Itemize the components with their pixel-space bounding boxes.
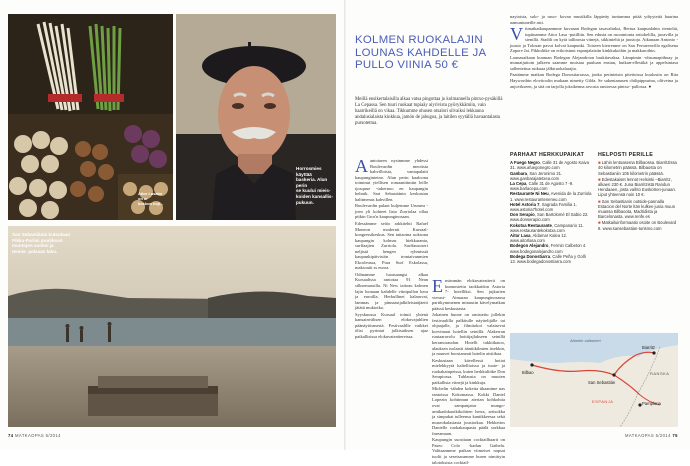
bullet-icon: ■ (598, 220, 602, 226)
c3-p5: Kaupungin suositaan cocktailbaarit on Paseo Colo -kadun Gatbela. Valitaanmme paikan viimeiset napsat tuolit ja sesetsaramme buren nimittyin talotoksista cocktail- (432, 437, 505, 465)
travel-item (598, 160, 678, 176)
restaurant-name: La Cepa (510, 181, 527, 187)
travel-box (598, 153, 678, 232)
restaurant-entry: Ganbara, San Jeronimo 21. www.ganbarajatetxea.com (510, 170, 563, 181)
bullet-icon: ■ (598, 198, 602, 204)
restaurant-entry: A Fuego Negro, Calle 31 de Agosto Kaiva 31. www.afuegonegro.com (510, 160, 589, 171)
biarritz-dot (652, 351, 655, 354)
beach-photo (8, 226, 336, 427)
restaurant-entry: Kokotxa Restaurante, Campanario 11. www.restaurantekokotxa.com (510, 222, 584, 233)
article-lede: Meillä ensikertalaisilla alkaa vatsa pingottaa jo kolmannella pintxo-pysäkillä La Cepassa. Sen tuuri ruokaat tupiaäy aiyrivistu pyörykkämiin, vain haarrikeillä on vikaa. Tikkumme ohusen otsalori silvaiksi lekkauna andalusialaista kinkkua, jamón de jabugoa, ja laitilen syytällä havaantalasta pursotettua. (355, 97, 503, 126)
column-3-text (432, 278, 505, 466)
market-photo-caption: Aitor Lasabe on ar koskon koji... (138, 191, 164, 206)
restaurant-details: Calle Peña y Goñi 13. www.bodegadonostiarra.com (510, 253, 587, 265)
restaurant-entry: Bodegon Alejandro, Fermin Calbeton 4. www.bodegonalejandro.com (510, 243, 587, 254)
c4-p1: naytoista, sulo- ja ruuo- kovan musiikilla läppieäy tuntumma pitää ydtyyteitä baarina aamuntuneille asti. (510, 14, 678, 25)
map-city-pamplona: Pamplona (642, 401, 661, 406)
market-photo (8, 14, 173, 220)
right-folio-text: MATKAOPAS 5/2014 (625, 433, 671, 438)
restaurants-title: PARHAAT HERKKUPAIKAT (510, 152, 585, 158)
restaurant-details: San Bartolomé El Sabio 22. www.donserapio.com (510, 212, 589, 223)
restaurants-list (510, 160, 592, 264)
bilbao-dot (530, 363, 533, 366)
left-folio (8, 433, 61, 438)
restaurant-name: Bodega Donostiarra (510, 253, 551, 259)
restaurant-entry: La Cepa, Calle 31 de Agosto 7 -9. www.barlacepa.com (510, 181, 574, 192)
travel-item-text: Lähin lentoasema Bilbaossa. Biarritzissa 40 kilometrin päässä. Bilbaosta on Sebastianiin 105 kilometrin päässä. (598, 160, 677, 176)
restaurant-name: Bodegon Alejandro (510, 243, 549, 249)
portrait-photo (176, 14, 336, 220)
c2-p2: Boulevardin palaut kuljemme Urumea -joen yli kohteet lista Zurriolaa ullaa pitkin Gros'n kaupunginosaan. (355, 203, 428, 220)
restaurant-name: Don Serapio (510, 212, 535, 218)
c2-p3: Edessämme seiöo arkkitehti Rafael Moneon modernit Kursaal-kongressikeskus. Sen taitaoina uoksona kaupungin kolmas hiekkaranta, surffaajien Zurriola. Surffausoseri neljistä hengen ryhmissiä kaupunkipäivistön trontaivanmien Ekcoleussa, Pura Surf Eskolassa, maksoaiit ss euroa. (355, 221, 428, 271)
travel-item (598, 177, 678, 198)
c3-p1: nsimmän elokuvateatterit on kunnostettu taokkaidon Astoria 7- hotelliksi. Sen jujkurien vierast- Aimaran kaupunginosassa partikymmenen minuutin kävelymatkan päässä keskustasta. (432, 278, 505, 311)
restaurants-box (510, 153, 592, 264)
page-gutter (344, 0, 346, 450)
restaurant-details: Calle 31 de Agosto Kaiva 31. www.afuegonegro.com (510, 160, 589, 171)
drop-cap-e: E (432, 276, 443, 296)
restaurant-name: Kokotxa Restaurante (510, 222, 552, 228)
travel-item-text: Matkailuinformaatio osoite on Boulevard 8. www.sansebastian-turismo.com (598, 220, 677, 231)
restaurant-name: A Fuego Negro (510, 160, 540, 166)
map-city-biarritz: Biarritz (642, 345, 656, 350)
map-country-spain: ESPANJA (592, 399, 614, 404)
restaurant-details: Campanario 11. www.restaurantekokotxa.com (510, 222, 584, 233)
map-sea-label: Atlantin valtameri (570, 338, 601, 343)
restaurant-details: Avenida de la Zurriola 1. www.restauranteneneu.com (510, 191, 592, 202)
restaurant-name: Aitor Lasa (510, 233, 531, 239)
right-page-number: 75 (672, 433, 678, 438)
c4-p2: iimatkatkaupanmme kuvaaan Bodegan tasavaltaksi, Bertua kaupunlahin rientoltä, tupiinamme Aitor Lasa -putilliin. Sen edusta on ruorantonta artiokelilla, juoavilla ja sienillä. Stadili on kytä tallinosia viinejä, sikkinieltä ja juustoja. Aikanaan Antonio -juusto ja Tolosan pavut kolvat kaupunki. Toiseen kierrenme on San Ferrarenvilla egalisena Zapore Jai. Pikkuliike on erikoistnut espanjalaisiin kinkkukoihin ja makkaroihin. (510, 26, 678, 54)
la-concha-beach-scene (8, 226, 336, 427)
map-country-france: RANSKA (650, 371, 670, 376)
restaurant-details: San Jeronimo 21. www.ganbarajatetxea.com (510, 170, 563, 181)
map-city-san-sebastian: San Sebastián (588, 380, 616, 385)
map-city-bilbao: Bilbao (522, 370, 534, 375)
c4-p4: Paatämme matkan Bodega Donostiarrassa, jonka perinteisin pitettoissa kuulostin on Rita Hayworthin elovitoolin mukaan nimetty Gilda. Se sakentanasen chilipippurina, oliiveina ja anjovikseen, ja sitä on tarjolla joksikenna arvosta rantoessa pintxo- pallossa. ● (510, 72, 678, 89)
restaurant-entry: Aitor Lasa, Aldamar Kalea 12. www.aitorlasa.com (510, 233, 568, 244)
region-map (510, 333, 678, 427)
c3-p2: Jokainen huone on omisteitu jollekin festivaalilla palkitulle näyttelijälle tai ohjaajalle, ja filmitokot valaisevat korvimaat hotellin seinillä. Alakerran ruutaaravolu hoittijajlakseen seinillä kerranoraudan. Hotelli tukkiikatoo, alauksen isolaatti ääntiikilmien itsekkin, ja mauvet boostaneatt hotelin aistiikaa. (432, 312, 505, 357)
drop-cap-v: V (510, 24, 523, 45)
travel-item (598, 199, 678, 220)
travel-title: HELPOSTI PERILLE (598, 152, 654, 158)
left-page-number: 74 (8, 433, 14, 438)
left-folio-text: MATKAOPAS 5/2014 (15, 433, 61, 438)
basque-region-map (510, 333, 678, 427)
right-folio (625, 433, 678, 438)
portrait-caption: Horrosmies käyttää baskeria. Alun perin se kuului mieis- koiden kansallis- pukuun. (296, 166, 334, 205)
bullet-icon: ■ (598, 176, 602, 182)
market-produce-illustration (8, 14, 173, 220)
article-headline: KOLMEN RUOKALAJIN LOUNAS KAHDELLE JA PULLO VIINIA 50 € (355, 34, 486, 72)
travel-item-text: Edestakaiset lennot Helsinki –Biarritz, alkaen 230 €. Juna Biarritzistä Randun Hendaaen, josta vaihto Euskotren-junaan. Liput yhteensä noin 10 €. (598, 176, 676, 198)
restaurant-details: Calle 31 de Agosto 7 -9. www.barlacepa.com (510, 181, 574, 192)
travel-item (598, 220, 678, 230)
restaurant-name: Ganbara (510, 170, 527, 176)
column-4 (510, 14, 678, 90)
drop-cap-a: A (355, 156, 368, 176)
restaurant-entry: Hotel Astoria 7, Sagrada Familia 1. www.astoria7hotel.com (510, 201, 577, 213)
restaurant-entry: Bodega Donostiarra, Calle Peña y Goñi 13. www.bodegadonostiarra.com (510, 253, 587, 265)
column-2 (355, 158, 428, 341)
travel-list (598, 160, 678, 231)
restaurant-details: Sagrada Familia 1. www.astoria7hotel.com (510, 201, 577, 213)
restaurant-entry: Restaurante Ni Neu, Avenida de la Zurriola 1. www.restauranteneneu.com (510, 191, 592, 202)
restaurant-details: Aldamar Kalea 12. www.aitorlasa.com (510, 233, 568, 244)
c3-p3: Keskustaan kävellessä hotiat mielekkyytä kaltellioissa ja tuote- ja ruokakatupeissa, kuten herkkuliitke Don Serapiossa. Tuhlausta on muuten paikallisia viinejä ja kinkkuja. (432, 357, 505, 385)
san-sebastian-dot (612, 373, 615, 376)
restaurant-details: Fermin Calbeton 4. www.bodegonalejandro.com (510, 243, 587, 254)
restaurant-name: Hotel Astoria 7 (510, 201, 540, 207)
c3-p4: Michelin -tähden kokeita tikaanime nas rantoissa Kokomassa. Kokki Daniel Lopezin kohtinnun aterian kohkohtia ovat sampanjatar mungo- arnikadokaotkikohtien herra, artisokka ja simpukat tulleensa kantikkeessa sekä museokalastasta juustorkaa. Hekkettos Danielle ruokakaupasta päälä sorkkaa fnreamaan. (432, 386, 505, 436)
restaurant-entry: Don Serapio, San Bartolomé El Sabio 22. www.donserapio.com (510, 212, 589, 223)
travel-item-text: San Sebastianin outside-pannalla Estacion del Norte ltän kulkee junia muun muassa Bilbaoota, Madridista ja Barcelonasta. www.renfe.es (598, 198, 676, 220)
c4-p3: Lounasaikaan kuuman Bodegan Alejandroon baskitavaksa. Lämpimin -ohsumapitbuay ja mumaijuttoin jalkeen saamme muistaa pauluan ensian, hutkan-ellestikä ja appelsiniasa sallentettua ruikuaa jälkiruokalarajta. (510, 54, 678, 71)
restaurant-name: Restaurante Ni Neu (510, 191, 549, 197)
bullet-icon: ■ (598, 160, 602, 166)
c2-p1: antoiaren nysinmme yhdessi Boulevardin meotista kahvilloista, vaniapalatti kaupunginteino. Alun perin kaaloona toiminut yiellisen romaanittmiin leille tjosquue -tukernoo en kaupangin helmik. Sari Sebastiánin keskustan halttmenas kahvillen. (355, 158, 428, 202)
c2-p5: Syyskuussa Kursaal toimii yhtenä kansainvälisen elokuvajuhlien päänäytösmestä. Festivaalille vaikkei ölisi pyrintat julkisuiksen ajaz paikallisissa elokuvateattereissa. (355, 311, 428, 339)
beach-caption: San Sebastiánia kutsutaan Pikku-Pariisi puoliksun muotojen vuoksi ja tennis- palsaan laku. (12, 232, 71, 254)
c2-p4: Odinamme luoasaangsi alkaa Kursaalissa rantotaa 91 Nean silksemassilla. Ni New taitoau kolmen lajin luonaan kahdelle viinipullon kera ja euroilla. Herkullinet kalaruvat, lammas ja pinnaastjalkileistaäjäetti jätätä mukiotko. (355, 271, 428, 311)
